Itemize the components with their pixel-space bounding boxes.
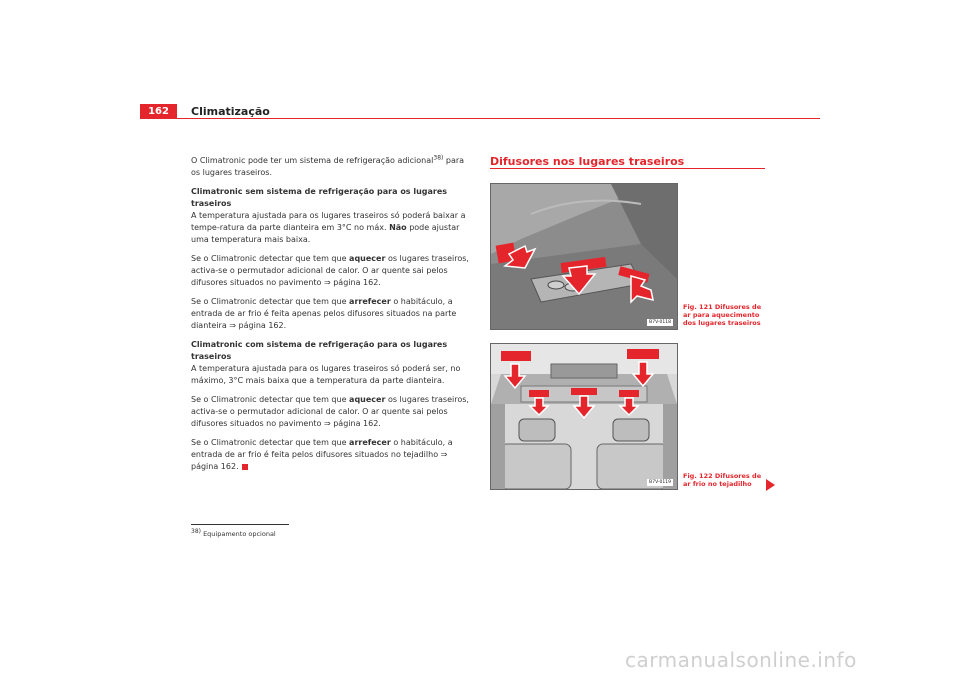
paragraph-intro: O Climatronic pode ter um sistema de refrigeração adicional$^{38)}$ para os lugares traseiros.: [191, 154, 465, 177]
watermark: carmanualsonline.info: [625, 648, 857, 672]
subheading-with-cooling: Climatronic com sistema de refrigeração para os lugares traseiros: [191, 340, 448, 361]
footnote: 38) Equipamento opcional: [191, 527, 276, 538]
figure-code: B7V-0118: [649, 320, 671, 325]
footnote-ref[interactable]: 38): [433, 154, 444, 162]
floor-vents-illustration: [491, 184, 677, 329]
section-title: Difusores nos lugares traseiros: [490, 155, 685, 168]
figure-code: B7V-0119: [649, 480, 671, 485]
paragraph-cooling-front: Se o Climatronic detectar que tem que arrefecer o habitáculo, a entrada de ar frio é feita apenas pelos difusores situados na parte dianteira ⇒ página 162.: [191, 297, 457, 330]
roof-vents-illustration: [491, 344, 677, 489]
paragraph-heating-2: Se o Climatronic detectar que tem que aquecer os lugares traseiros, activa-se o permutador adicional de calor. O ar quente sai pelos difusores situados no pavimento ⇒ página 162.: [191, 395, 469, 428]
page-number: 162: [140, 104, 177, 119]
figure-122-caption: Fig. 122 Difusores de ar frio no tejadilho: [683, 472, 762, 488]
end-of-section-icon: [242, 464, 248, 470]
section-rule: [490, 168, 765, 169]
chapter-title: Climatização: [191, 105, 270, 118]
body-text: [191, 155, 471, 480]
figure-122-roof-cold-air-vents: [490, 343, 678, 490]
paragraph-cooling-roof: Se o Climatronic detectar que tem que arrefecer o habitáculo, a entrada de ar frio é feita pelos difusores situados no tejadilho ⇒ página 162.: [191, 438, 453, 471]
header-rule: [177, 118, 820, 119]
paragraph-heating: Se o Climatronic detectar que tem que aquecer os lugares traseiros, activa-se o permutador adicional de calor. O ar quente sai pelos difusores situados no pavimento ⇒ página 162.: [191, 254, 469, 287]
footnote-rule: [191, 524, 289, 525]
continue-arrow-icon[interactable]: [766, 479, 775, 491]
paragraph-temp-max: A temperatura ajustada para os lugares traseiros só poderá ser, no máximo, 3°C mais baixa que a temperatura da parte dianteira.: [191, 364, 461, 385]
figure-121-rear-floor-vents: [490, 183, 678, 330]
subheading-without-cooling: Climatronic sem sistema de refrigeração para os lugares traseiros: [191, 187, 448, 208]
figure-121-caption: Fig. 121 Difusores de ar para aquecimento dos lugares traseiros: [683, 303, 762, 327]
paragraph-temp-limit: A temperatura ajustada para os lugares traseiros só poderá baixar a tempe-ratura da parte dianteira em 3°C no máx. Não pode ajustar uma temperatura mais baixa.: [191, 211, 466, 244]
